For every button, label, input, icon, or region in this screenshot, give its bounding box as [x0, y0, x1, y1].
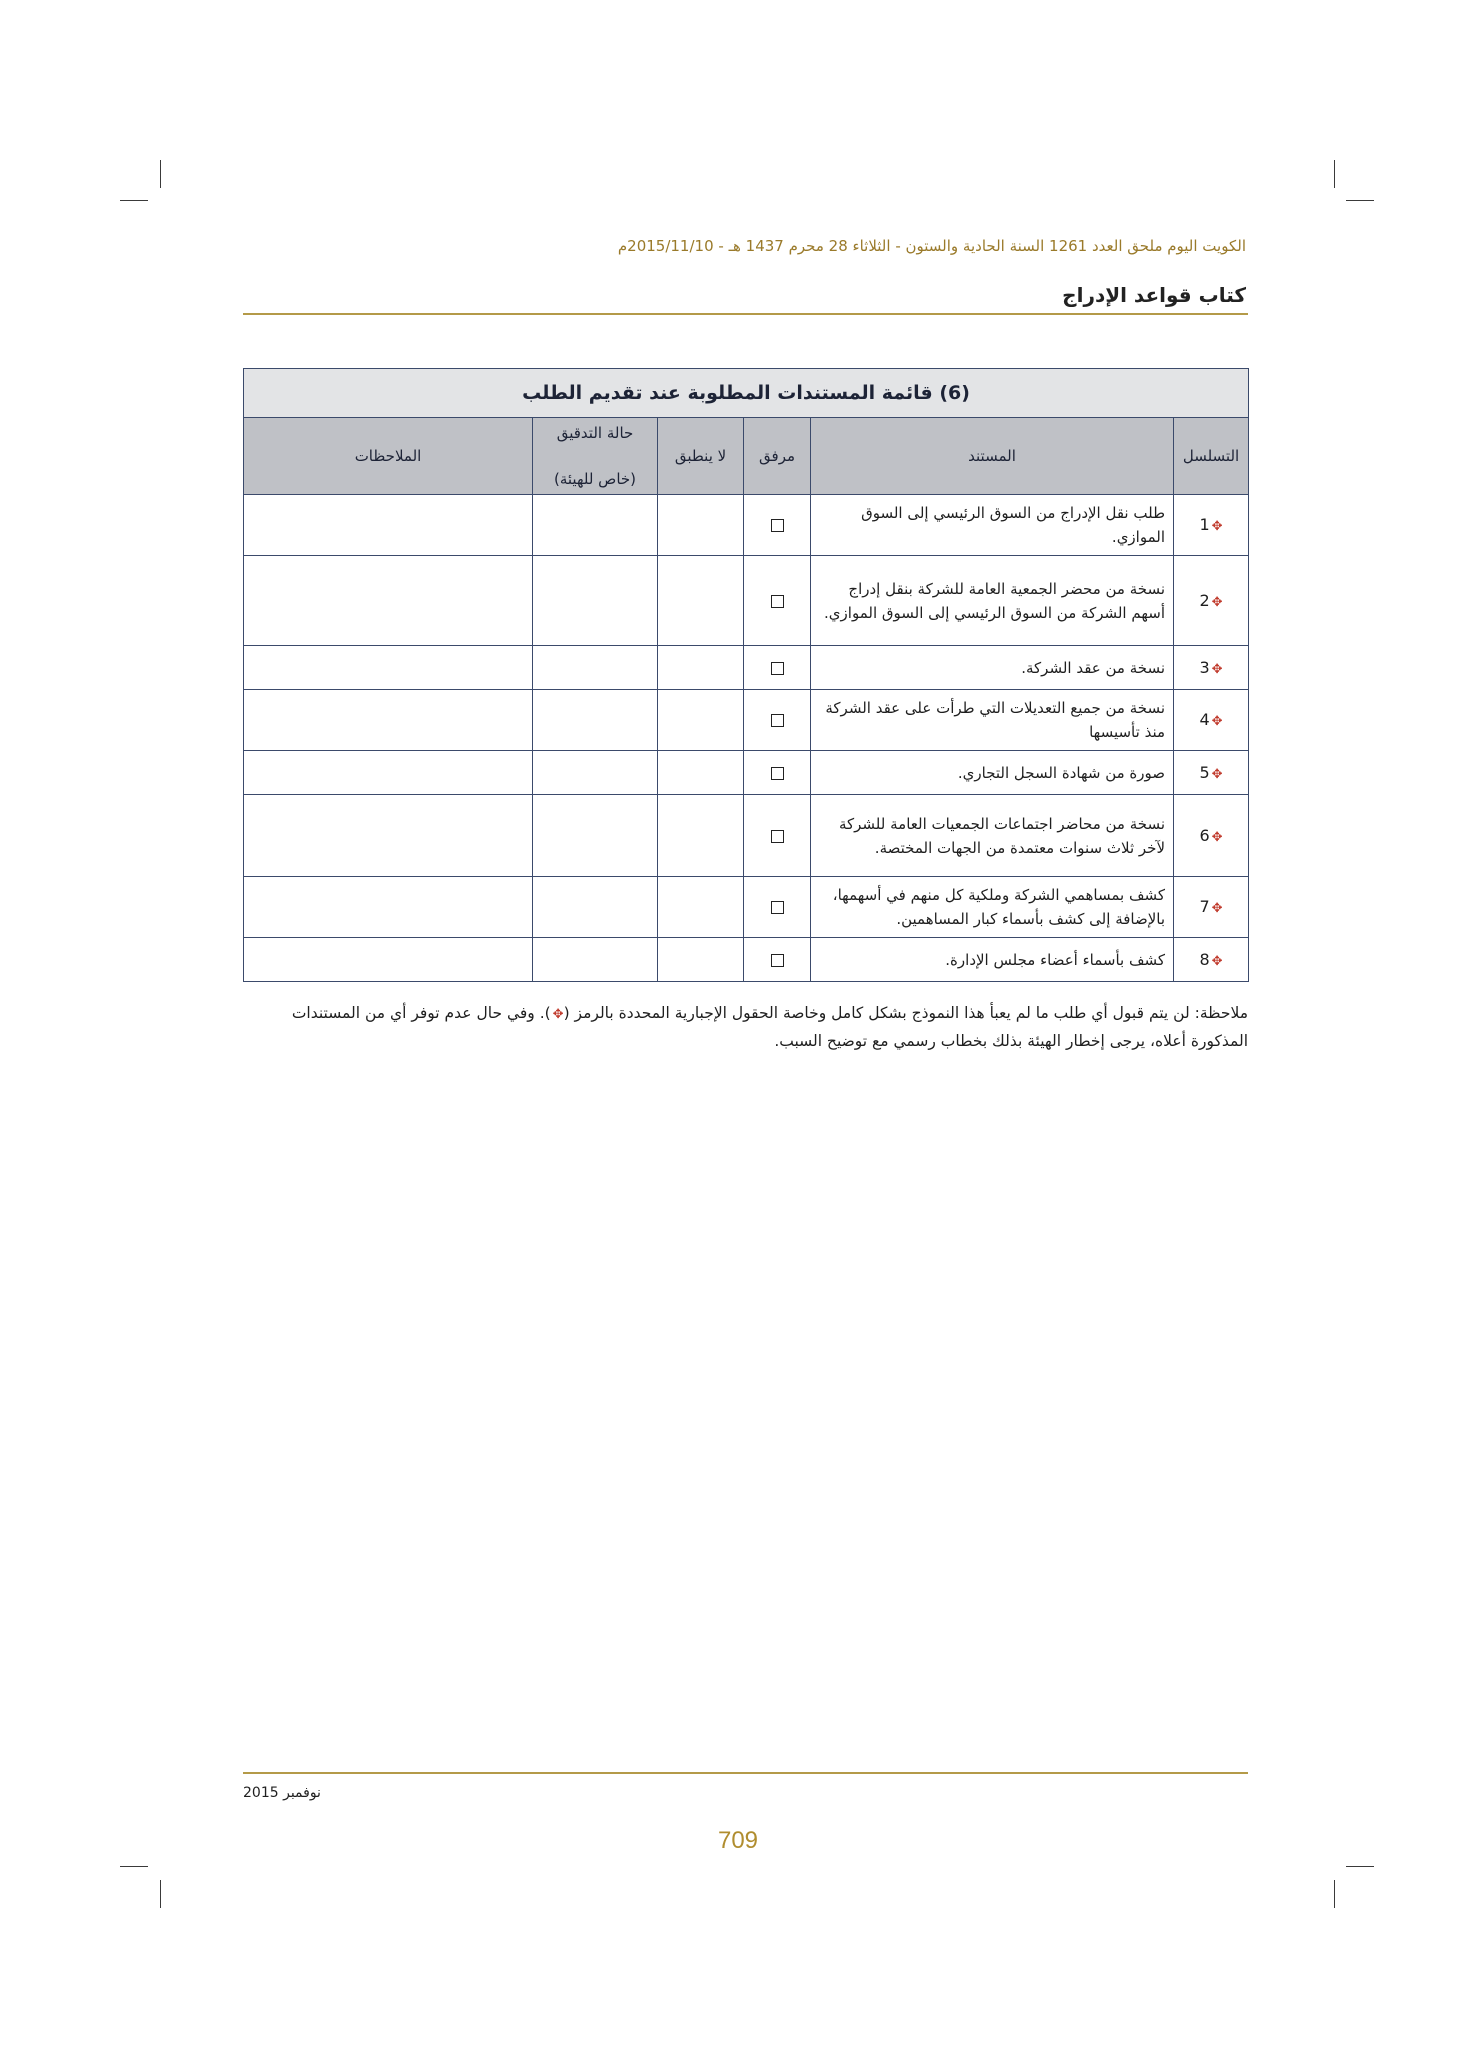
check-status-cell[interactable] — [533, 495, 658, 556]
mandatory-star-icon: ✥ — [1211, 953, 1223, 969]
mandatory-star-icon: ✥ — [1211, 661, 1223, 677]
attached-cell — [744, 556, 811, 646]
attached-cell — [744, 690, 811, 751]
notes-cell[interactable] — [244, 795, 533, 877]
check-status-cell[interactable] — [533, 646, 658, 690]
document-cell: نسخة من عقد الشركة. — [811, 646, 1174, 690]
attached-checkbox[interactable] — [771, 662, 784, 675]
document-cell: نسخة من جميع التعديلات التي طرأت على عقد الشركة منذ تأسيسها — [811, 690, 1174, 751]
check-status-cell[interactable] — [533, 795, 658, 877]
crop-mark — [1334, 160, 1335, 188]
table-row — [244, 690, 1249, 751]
document-cell: نسخة من محضر الجمعية العامة للشركة بنقل إدراج أسهم الشركة من السوق الرئيسي إلى السوق الموازي. — [811, 556, 1174, 646]
section-title: كتاب قواعد الإدراج — [1062, 283, 1246, 307]
table-row — [244, 877, 1249, 938]
attached-checkbox[interactable] — [771, 767, 784, 780]
not-applicable-cell[interactable] — [658, 495, 744, 556]
not-applicable-cell[interactable] — [658, 938, 744, 982]
sequence-cell: ✥1 — [1174, 495, 1249, 556]
crop-mark — [160, 1880, 161, 1908]
crop-mark — [120, 1866, 148, 1867]
check-status-label: حالة التدقيق — [556, 424, 634, 442]
not-applicable-cell[interactable] — [658, 877, 744, 938]
attached-checkbox[interactable] — [771, 595, 784, 608]
not-applicable-cell[interactable] — [658, 751, 744, 795]
mandatory-star-icon: ✥ — [1211, 829, 1223, 845]
document-cell: طلب نقل الإدراج من السوق الرئيسي إلى السوق الموازي. — [811, 495, 1174, 556]
crop-mark — [120, 200, 148, 201]
document-cell: نسخة من محاضر اجتماعات الجمعيات العامة للشركة لآخر ثلاث سنوات معتمدة من الجهات المختصة. — [811, 795, 1174, 877]
attached-cell — [744, 877, 811, 938]
notes-cell[interactable] — [244, 877, 533, 938]
page-number: 709 — [717, 1827, 759, 1854]
crop-mark — [1346, 1866, 1374, 1867]
attached-cell — [744, 938, 811, 982]
check-status-sublabel: (خاص للهيئة) — [554, 470, 637, 488]
attached-checkbox[interactable] — [771, 714, 784, 727]
column-header-attached: مرفق — [744, 418, 811, 495]
mandatory-star-icon: ✥ — [1211, 519, 1223, 535]
check-status-cell[interactable] — [533, 938, 658, 982]
table-row — [244, 556, 1249, 646]
table-caption: (6) قائمة المستندات المطلوبة عند تقديم الطلب — [244, 369, 1249, 418]
attached-checkbox[interactable] — [771, 519, 784, 532]
attached-checkbox[interactable] — [771, 901, 784, 914]
sequence-cell: ✥5 — [1174, 751, 1249, 795]
documents-table — [243, 368, 1249, 982]
note-paragraph: ملاحظة: لن يتم قبول أي طلب ما لم يعبأ هذا النموذج بشكل كامل وخاصة الحقول الإجبارية المحددة بالرمز (✥). وفي حال عدم توفر أي من المستندات المذكورة أعلاه، يرجى إخطار الهيئة بذلك بخطاب رسمي مع توضيح السبب. — [291, 1004, 1248, 1050]
notes-cell[interactable] — [244, 646, 533, 690]
column-header-not-applicable: لا ينطبق — [658, 418, 744, 495]
mandatory-star-icon: ✥ — [1211, 714, 1223, 730]
notes-cell[interactable] — [244, 495, 533, 556]
sequence-cell: ✥8 — [1174, 938, 1249, 982]
crop-mark — [160, 160, 161, 188]
not-applicable-cell[interactable] — [658, 795, 744, 877]
sequence-cell: ✥3 — [1174, 646, 1249, 690]
table-row — [244, 938, 1249, 982]
mandatory-star-icon: ✥ — [1211, 594, 1223, 610]
footer-rule — [243, 1772, 1248, 1774]
column-header-notes: الملاحظات — [244, 418, 533, 495]
column-header-check-status — [533, 418, 658, 495]
attached-checkbox[interactable] — [771, 830, 784, 843]
header-rule — [243, 313, 1248, 315]
check-status-cell[interactable] — [533, 690, 658, 751]
document-cell: كشف بأسماء أعضاء مجلس الإدارة. — [811, 938, 1174, 982]
notes-cell[interactable] — [244, 690, 533, 751]
mandatory-star-icon: ✥ — [1211, 766, 1223, 782]
attached-cell — [744, 795, 811, 877]
check-status-cell[interactable] — [533, 877, 658, 938]
sequence-cell: ✥4 — [1174, 690, 1249, 751]
table-row — [244, 495, 1249, 556]
attached-cell — [744, 495, 811, 556]
sequence-cell: ✥2 — [1174, 556, 1249, 646]
attached-cell — [744, 646, 811, 690]
check-status-cell[interactable] — [533, 556, 658, 646]
column-header-document: المستند — [811, 418, 1174, 495]
not-applicable-cell[interactable] — [658, 690, 744, 751]
mandatory-star-icon: ✥ — [1211, 901, 1223, 917]
notes-cell[interactable] — [244, 751, 533, 795]
table-row — [244, 646, 1249, 690]
table-row — [244, 795, 1249, 877]
document-cell: صورة من شهادة السجل التجاري. — [811, 751, 1174, 795]
check-status-cell[interactable] — [533, 751, 658, 795]
crop-mark — [1334, 1880, 1335, 1908]
sequence-cell: ✥6 — [1174, 795, 1249, 877]
notes-cell[interactable] — [244, 556, 533, 646]
sequence-cell: ✥7 — [1174, 877, 1249, 938]
column-header-sequence: التسلسل — [1174, 418, 1249, 495]
document-cell: كشف بمساهمي الشركة وملكية كل منهم في أسهمها، بالإضافة إلى كشف بأسماء كبار المساهمين. — [811, 877, 1174, 938]
mandatory-star-icon: ✥ — [552, 1007, 564, 1022]
not-applicable-cell[interactable] — [658, 556, 744, 646]
crop-mark — [1346, 200, 1374, 201]
table-row — [244, 751, 1249, 795]
attached-cell — [744, 751, 811, 795]
footer-date: نوفمبر 2015 — [243, 1785, 321, 1801]
attached-checkbox[interactable] — [771, 954, 784, 967]
not-applicable-cell[interactable] — [658, 646, 744, 690]
notes-cell[interactable] — [244, 938, 533, 982]
running-header: الكويت اليوم ملحق العدد 1261 السنة الحادية والستون - الثلاثاء 28 محرم 1437 هـ - 2015/11/10م — [617, 237, 1246, 255]
